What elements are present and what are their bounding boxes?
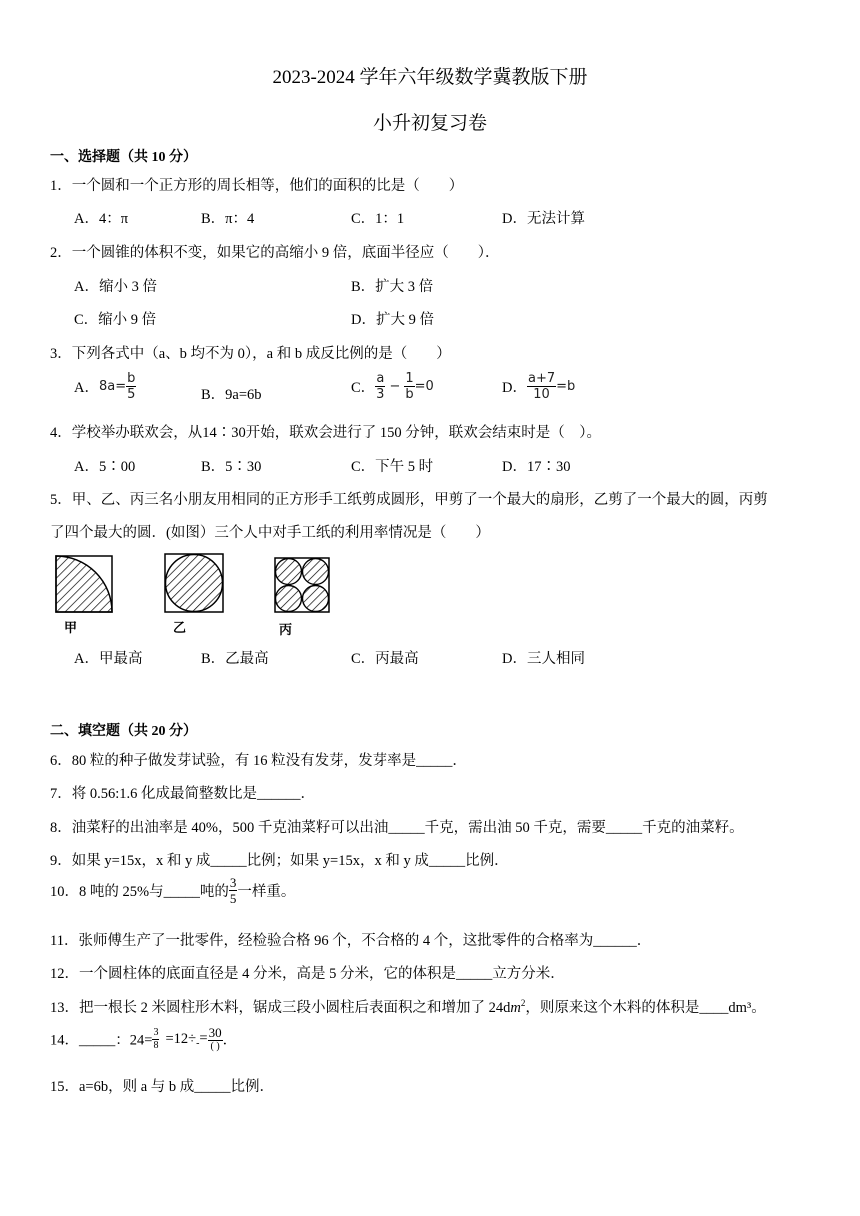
figure-jia-sector	[56, 556, 112, 612]
question-2: 2．一个圆锥的体积不变，如果它的高缩小 9 倍，底面半径应（ ）．	[50, 245, 500, 261]
q5-option-d: D．三人相同	[502, 651, 585, 667]
q1-option-a: A．4：π	[74, 211, 129, 227]
q3-a-fraction: $\frac{b}{5}$	[127, 371, 136, 402]
document-subtitle: 小升初复习卷	[372, 113, 487, 134]
question-8: 8．油菜籽的出油率是 40%，500 千克油菜籽可以出油_____千克，需出油 50 千克，需要_____千克的油菜籽。	[50, 820, 744, 836]
section-heading-fill: 二、填空题（共 20 分）	[50, 724, 197, 739]
q2-option-c: C．缩小 9 倍	[74, 312, 157, 328]
q5-option-b: B．乙最高	[201, 651, 269, 667]
figure-bing-circle	[303, 586, 329, 612]
q3-option-a: A．8a= $\frac{b}{5}$	[74, 371, 136, 402]
question-9: 9．如果 y=15x，x 和 y 成_____比例；如果 y=15x，x 和 y 成_____比例．	[50, 853, 509, 869]
figure-yi-square	[165, 554, 223, 612]
question-5-line-2: 了四个最大的圆．(如图）三个人中对手工纸的利用率情况是（ ）	[50, 525, 490, 541]
q4-option-d: D．17∶30	[502, 459, 571, 475]
question-15: 15．a=6b，则 a 与 b 成_____比例．	[50, 1079, 275, 1095]
section-heading-choice: 一、选择题（共 10 分）	[50, 150, 197, 165]
q4-option-b: B．5∶30	[201, 459, 262, 475]
q4-option-c: C．下午 5 时	[351, 459, 434, 475]
q5-option-a: A．甲最高	[74, 651, 143, 667]
q1-option-b: B．π：4	[201, 211, 255, 227]
document-title: 2023-2024 学年六年级数学冀教版下册	[272, 67, 588, 88]
question-10: 10．8 吨的 25%与_____吨的 $\frac{3}{5}$ 一样重。	[50, 875, 296, 906]
q5-figures	[50, 550, 350, 635]
question-6: 6．80 粒的种子做发芽试验，有 16 粒没有发芽，发芽率是_____．	[50, 753, 467, 769]
question-1: 1．一个圆和一个正方形的周长相等，他们的面积的比是（ ）	[50, 178, 464, 194]
question-7: 7．将 0.56:1.6 化成最简整数比是______．	[50, 786, 316, 802]
question-4: 4．学校举办联欢会，从14∶30开始，联欢会进行了 150 分钟，联欢会结束时是（ ）。	[50, 425, 601, 441]
question-13: 13．把一根长 2 米圆柱形木料，锯成三段小圆柱后表面积之和增加了 $24dm^2$，则原来这个木料的体积是____dm³。	[50, 998, 766, 1016]
figure-bing-circle	[276, 586, 302, 612]
q1-option-d: D．无法计算	[502, 211, 585, 227]
question-12: 12．一个圆柱体的底面直径是 4 分米，高是 5 分米，它的体积是_____立方分米．	[50, 966, 565, 982]
figure-bing-square	[275, 558, 329, 612]
q5-option-c: C．丙最高	[351, 651, 419, 667]
figure-jia-square	[56, 556, 112, 612]
question-11: 11．张师傅生产了一批零件，经检验合格 96 个，不合格的 4 个，这批零件的合格率为______．	[50, 933, 652, 949]
figure-bing-circle	[303, 559, 329, 585]
question-14: 14．_____：24= $\frac{3}{8}$ $=12\div_-=$ $\frac{30}{( )}$ ．	[50, 1025, 238, 1052]
question-3: 3．下列各式中（a、b 均不为 0），a 和 b 成反比例的是（ ）	[50, 346, 451, 362]
figure-label-bing: 丙	[279, 623, 293, 638]
q2-option-b: B．扩大 3 倍	[351, 279, 434, 295]
q3-option-c: C． $\frac{a}{3}$ − $\frac{1}{b}$ =0	[351, 371, 434, 402]
figure-bing-circle	[276, 559, 302, 585]
question-5-line-1: 5．甲、乙、丙三名小朋友用相同的正方形手工纸剪成圆形，甲剪了一个最大的扇形，乙剪了一个最大的圆，丙剪	[50, 492, 768, 508]
figure-label-yi: 乙	[173, 621, 187, 636]
figure-label-jia: 甲	[64, 621, 78, 636]
q2-option-a: A．缩小 3 倍	[74, 279, 157, 295]
q4-option-a: A．5∶00	[74, 459, 136, 475]
q1-option-c: C．1：1	[351, 211, 405, 227]
figure-yi-circle	[166, 555, 223, 612]
q2-option-d: D．扩大 9 倍	[351, 312, 434, 328]
q3-option-b: B．9a=6b	[201, 387, 262, 403]
q3-option-d: D． $\frac{a+7}{10}$ =b	[502, 371, 576, 402]
